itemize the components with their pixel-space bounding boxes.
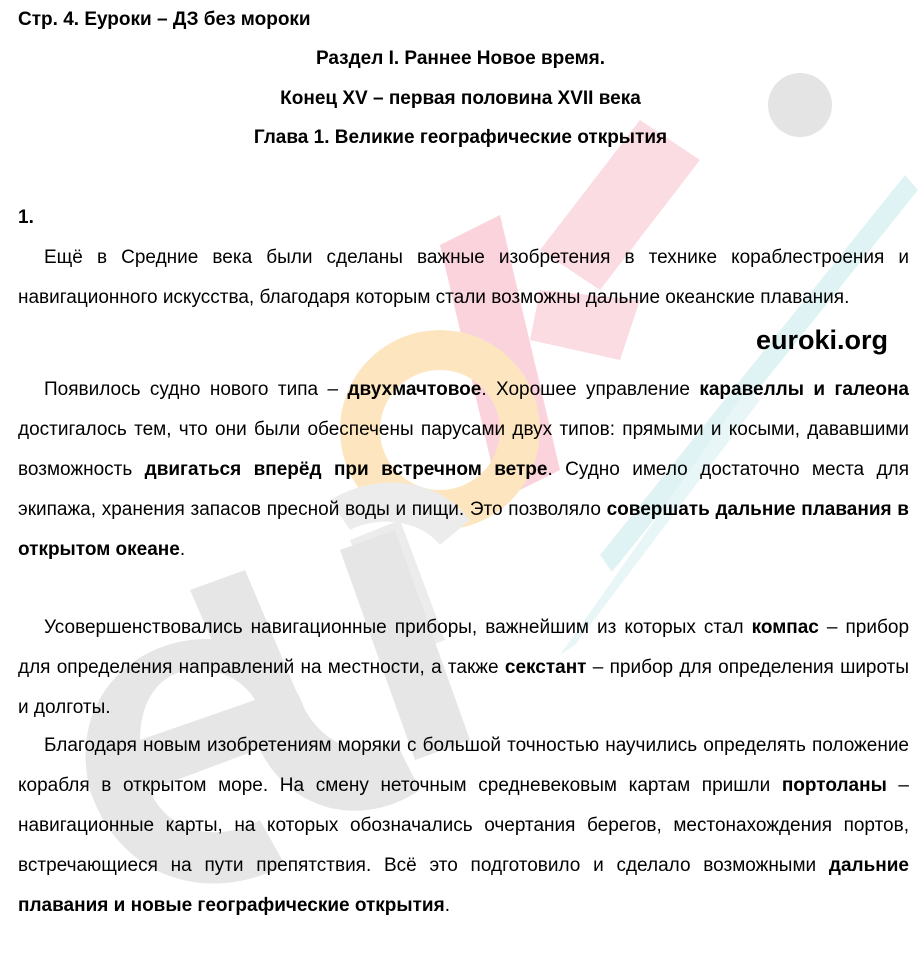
- paragraph-2-text: достигалось тем, что они были обеспечены парусами двух типов: прямыми и косыми, дававшими возможность: [18, 419, 909, 480]
- watermark-site-text: euroki.org: [756, 325, 889, 355]
- section-heading: Раздел I. Раннее Новое время.: [315, 48, 606, 69]
- paragraph-3-bold: секстант: [504, 657, 587, 678]
- paragraph-4-bold: дальние плавания и новые географические открытия: [18, 855, 909, 916]
- paragraph-3-text: Усовершенствовались навигационные приборы, важнейшим из которых стал: [44, 617, 752, 638]
- period-heading: Конец XV – первая половина XVII века: [280, 88, 641, 109]
- paragraph-2-text: Появилось судно нового типа –: [44, 379, 348, 400]
- paragraph-2-bold: двухмачтовое: [347, 379, 482, 400]
- paragraph-4-text: – навигационные карты, на которых обозначались очертания берегов, местонахождения портов, встречающиеся на пути препятствия. Всё это подготовило и сделало возможными: [18, 775, 909, 876]
- paragraph-4-bold: портоланы: [781, 775, 887, 796]
- paragraph-2-text: . Судно имело достаточно места для экипажа, хранения запасов пресной воды и пищи. Это позволяло: [18, 459, 909, 520]
- paragraph-4: [18, 726, 909, 926]
- paragraph-3: [18, 608, 909, 728]
- paragraph-2-text: .: [179, 539, 186, 560]
- paragraph-2: [18, 370, 909, 570]
- paragraph-2-bold: совершать дальние плавания в открытом океане: [18, 499, 909, 560]
- paragraph-3-text: – прибор для определения широты и долготы.: [18, 657, 910, 718]
- chapter-heading: Глава 1. Великие географические открытия: [253, 127, 668, 148]
- paragraph-4-text: .: [444, 895, 450, 916]
- paragraph-2-bold: двигаться вперёд при встречном ветре: [144, 459, 548, 480]
- paragraph-1: [18, 238, 909, 318]
- paragraph-2-text: . Хорошее управление: [481, 379, 700, 400]
- paragraph-4-text: Благодаря новым изобретениям моряки с большой точностью научились определять положение корабля в открытом море. На смену неточным средневековым картам пришли: [18, 735, 909, 796]
- paragraph-3-bold: компас: [751, 617, 819, 638]
- paragraph-2-bold: каравеллы и галеона: [699, 379, 909, 400]
- task-number: 1.: [18, 207, 34, 228]
- page-header-title: Стр. 4. Еуроки – ДЗ без мороки: [18, 9, 311, 30]
- paragraph-1-text: Ещё в Средние века были сделаны важные изобретения в технике кораблестроения и навигационного искусства, благодаря которым стали возможны дальние океанские плавания.: [18, 247, 909, 308]
- paragraph-3-text: – прибор для определения направлений на местности, а также: [18, 617, 910, 678]
